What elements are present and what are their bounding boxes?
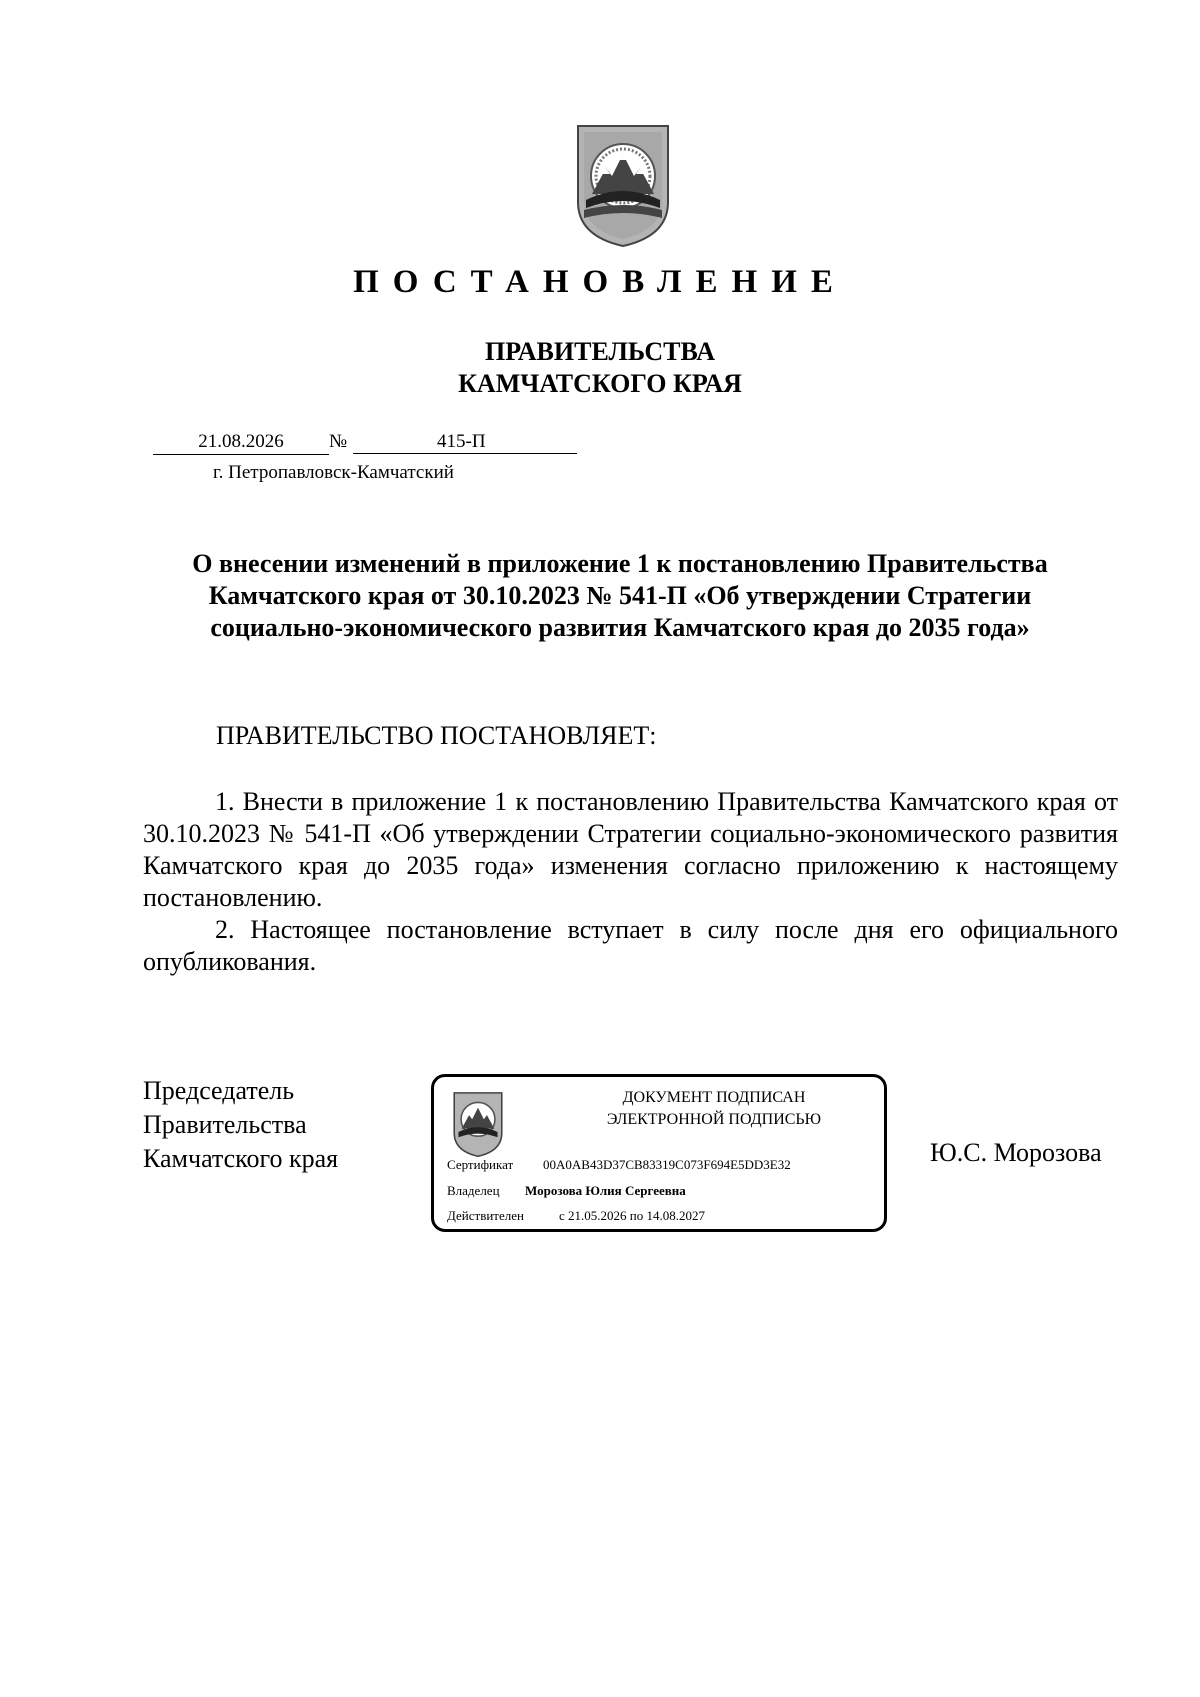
electronic-signature-stamp xyxy=(431,1074,887,1232)
document-body xyxy=(143,786,1118,978)
issuing-authority xyxy=(0,336,1200,400)
stamp-heading-line-2: ЭЛЕКТРОННОЙ ПОДПИСЬЮ xyxy=(606,1111,822,1128)
owner-value: Морозова Юлия Сергеевна xyxy=(525,1183,686,1198)
stamp-validity-row xyxy=(447,1207,705,1225)
signer-title-line-2: Правительства xyxy=(143,1110,307,1139)
subject-line-2: Камчатского края от 30.10.2023 № 541-П «Об утверждении Стратегии xyxy=(208,581,1032,610)
owner-label: Владелец xyxy=(447,1183,500,1198)
paragraph-2: 2. Настоящее постановление вступает в силу после дня его официального опубликования. xyxy=(143,915,1118,976)
authority-line-2: КАМЧАТСКОГО КРАЯ xyxy=(458,369,742,398)
signer-title xyxy=(143,1074,338,1176)
validity-value: с 21.05.2026 по 14.08.2027 xyxy=(559,1208,705,1223)
certificate-value: 00A0AB43D37CB83319C073F694E5DD3E32 xyxy=(543,1157,791,1172)
document-type-title: ПОСТАНОВЛЕНИЕ xyxy=(353,264,847,300)
decree-call: ПРАВИТЕЛЬСТВО ПОСТАНОВЛЯЕТ: xyxy=(216,721,657,750)
subject-line-3: социально-экономического развития Камчатского края до 2035 года» xyxy=(210,613,1030,642)
signer-title-line-1: Председатель xyxy=(143,1076,295,1105)
certificate-label: Сертификат xyxy=(447,1157,514,1172)
stamp-heading-line-1: ДОКУМЕНТ ПОДПИСАН xyxy=(622,1089,806,1106)
stamp-certificate-row xyxy=(447,1156,791,1174)
stamp-heading xyxy=(554,1087,874,1131)
subject-line-1: О внесении изменений в приложение 1 к постановлению Правительства xyxy=(192,549,1048,578)
coat-of-arms-small-icon xyxy=(450,1087,506,1159)
document-subject xyxy=(140,548,1100,644)
authority-line-1: ПРАВИТЕЛЬСТВА xyxy=(485,337,715,366)
coat-of-arms-icon xyxy=(570,118,676,248)
document-city: г. Петропавловск-Камчатский xyxy=(213,462,454,483)
number-sign: № xyxy=(329,431,348,452)
signer-title-line-3: Камчатского края xyxy=(143,1144,339,1173)
document-date: 21.08.2026 xyxy=(153,430,329,455)
document-number: 415-П xyxy=(353,430,577,454)
paragraph-1: 1. Внести в приложение 1 к постановлению Правительства Камчатского края от 30.10.2023 № 541-П «Об утверждении Стратегии социально-экономического развития Камчатского края до 2035 года» изменения согласно приложению к настоящему постановлению. xyxy=(143,787,1118,912)
signer-name: Ю.С. Морозова xyxy=(930,1138,1102,1167)
stamp-owner-row xyxy=(447,1182,686,1200)
validity-label: Действителен xyxy=(447,1208,524,1223)
